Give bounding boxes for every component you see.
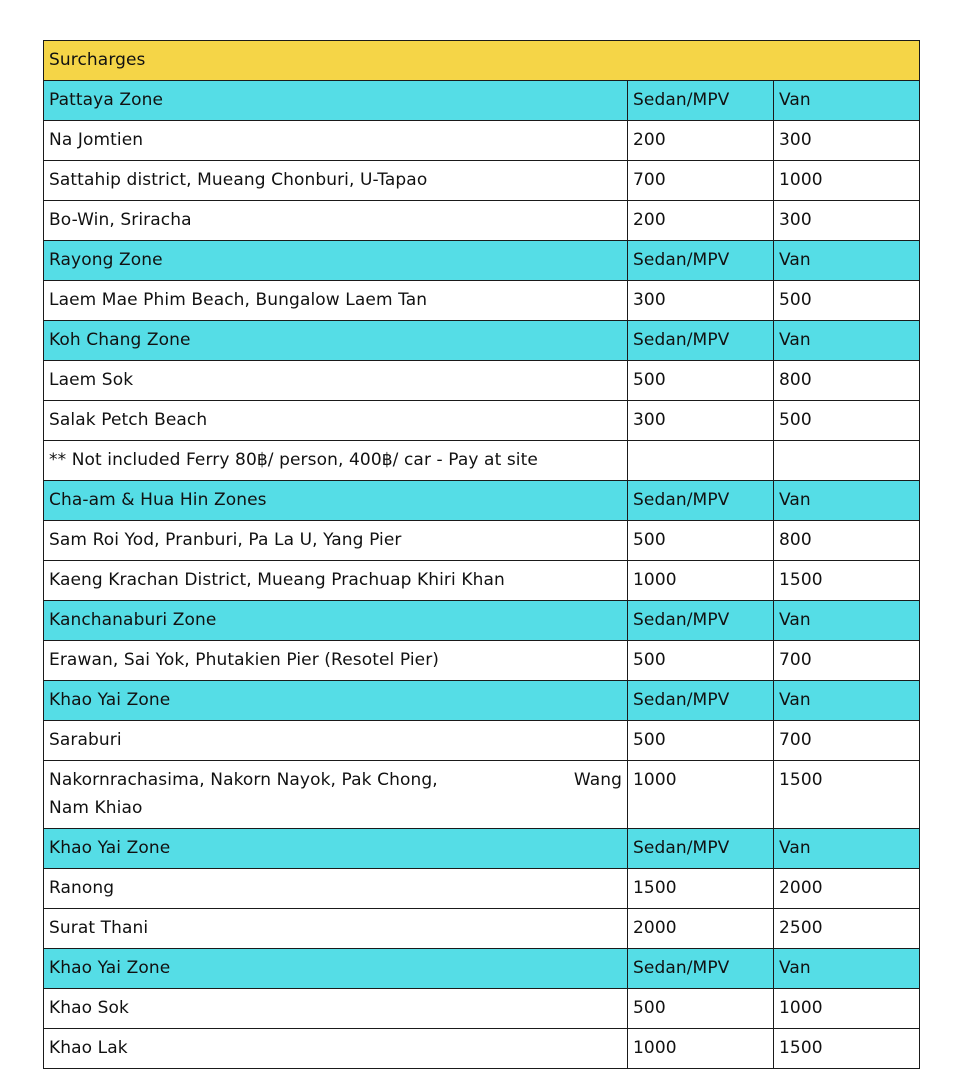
zone-header-row bbox=[44, 81, 920, 121]
place-cell: Ranong bbox=[44, 869, 628, 909]
column-header-van: Van bbox=[774, 81, 920, 121]
table-row bbox=[44, 1029, 920, 1069]
place-cell: Sattahip district, Mueang Chonburi, U-Tapao bbox=[44, 161, 628, 201]
column-header-van: Van bbox=[774, 949, 920, 989]
place-cell: Laem Mae Phim Beach, Bungalow Laem Tan bbox=[44, 281, 628, 321]
column-header-van: Van bbox=[774, 241, 920, 281]
table-row bbox=[44, 201, 920, 241]
place-cell: Surat Thani bbox=[44, 909, 628, 949]
sedan-price-cell: 500 bbox=[628, 989, 774, 1029]
table-row bbox=[44, 121, 920, 161]
column-header-van: Van bbox=[774, 321, 920, 361]
place-line-1 bbox=[49, 766, 622, 794]
column-header-sedan: Sedan/MPV bbox=[628, 601, 774, 641]
surcharges-table bbox=[43, 40, 920, 1069]
table-row bbox=[44, 521, 920, 561]
table-row bbox=[44, 561, 920, 601]
place-cell: Laem Sok bbox=[44, 361, 628, 401]
column-header-sedan: Sedan/MPV bbox=[628, 949, 774, 989]
sedan-price-cell: 700 bbox=[628, 161, 774, 201]
table-title-row bbox=[44, 41, 920, 81]
place-cell: Kaeng Krachan District, Mueang Prachuap Khiri Khan bbox=[44, 561, 628, 601]
zone-name: Cha-am & Hua Hin Zones bbox=[44, 481, 628, 521]
sedan-price-cell: 300 bbox=[628, 401, 774, 441]
column-header-van: Van bbox=[774, 601, 920, 641]
sedan-price-cell bbox=[628, 441, 774, 481]
zone-header-row bbox=[44, 681, 920, 721]
table-row bbox=[44, 401, 920, 441]
van-price-cell: 1500 bbox=[774, 561, 920, 601]
table-row bbox=[44, 721, 920, 761]
place-cell: Bo-Win, Sriracha bbox=[44, 201, 628, 241]
place-cell bbox=[44, 761, 628, 829]
table-row bbox=[44, 869, 920, 909]
place-cell: Khao Sok bbox=[44, 989, 628, 1029]
van-price-cell: 500 bbox=[774, 281, 920, 321]
place-line-2: Nam Khiao bbox=[49, 798, 143, 818]
van-price-cell: 2000 bbox=[774, 869, 920, 909]
sedan-price-cell: 200 bbox=[628, 201, 774, 241]
zone-header-row bbox=[44, 321, 920, 361]
column-header-van: Van bbox=[774, 681, 920, 721]
place-cell: Salak Petch Beach bbox=[44, 401, 628, 441]
zone-name: Khao Yai Zone bbox=[44, 949, 628, 989]
van-price-cell: 500 bbox=[774, 401, 920, 441]
sedan-price-cell: 1500 bbox=[628, 869, 774, 909]
place-cell: Na Jomtien bbox=[44, 121, 628, 161]
zone-name: Koh Chang Zone bbox=[44, 321, 628, 361]
zone-name: Rayong Zone bbox=[44, 241, 628, 281]
zone-header-row bbox=[44, 949, 920, 989]
sedan-price-cell: 500 bbox=[628, 721, 774, 761]
table-row bbox=[44, 361, 920, 401]
van-price-cell bbox=[774, 441, 920, 481]
sedan-price-cell: 2000 bbox=[628, 909, 774, 949]
column-header-van: Van bbox=[774, 481, 920, 521]
place-text-part: Nakornrachasima, Nakorn Nayok, Pak Chong, bbox=[49, 770, 438, 790]
van-price-cell: 1500 bbox=[774, 761, 920, 829]
zone-header-row bbox=[44, 481, 920, 521]
zone-name: Kanchanaburi Zone bbox=[44, 601, 628, 641]
van-price-cell: 1000 bbox=[774, 161, 920, 201]
table-row bbox=[44, 281, 920, 321]
column-header-sedan: Sedan/MPV bbox=[628, 829, 774, 869]
sedan-price-cell: 500 bbox=[628, 361, 774, 401]
zone-name: Khao Yai Zone bbox=[44, 681, 628, 721]
van-price-cell: 2500 bbox=[774, 909, 920, 949]
van-price-cell: 300 bbox=[774, 201, 920, 241]
column-header-sedan: Sedan/MPV bbox=[628, 681, 774, 721]
zone-name: Khao Yai Zone bbox=[44, 829, 628, 869]
sedan-price-cell: 200 bbox=[628, 121, 774, 161]
van-price-cell: 1500 bbox=[774, 1029, 920, 1069]
table-row bbox=[44, 161, 920, 201]
table-row bbox=[44, 761, 920, 829]
table-row bbox=[44, 989, 920, 1029]
column-header-van: Van bbox=[774, 829, 920, 869]
van-price-cell: 300 bbox=[774, 121, 920, 161]
sedan-price-cell: 300 bbox=[628, 281, 774, 321]
table-row bbox=[44, 641, 920, 681]
table-row bbox=[44, 909, 920, 949]
van-price-cell: 1000 bbox=[774, 989, 920, 1029]
sedan-price-cell: 500 bbox=[628, 521, 774, 561]
place-cell: Khao Lak bbox=[44, 1029, 628, 1069]
place-cell: Erawan, Sai Yok, Phutakien Pier (Resotel Pier) bbox=[44, 641, 628, 681]
place-text-part: Wang bbox=[573, 770, 622, 790]
place-cell: Sam Roi Yod, Pranburi, Pa La U, Yang Pier bbox=[44, 521, 628, 561]
column-header-sedan: Sedan/MPV bbox=[628, 81, 774, 121]
table-row bbox=[44, 441, 920, 481]
zone-header-row bbox=[44, 241, 920, 281]
table-title: Surcharges bbox=[44, 41, 920, 81]
column-header-sedan: Sedan/MPV bbox=[628, 241, 774, 281]
zone-header-row bbox=[44, 601, 920, 641]
zone-header-row bbox=[44, 829, 920, 869]
van-price-cell: 700 bbox=[774, 641, 920, 681]
column-header-sedan: Sedan/MPV bbox=[628, 321, 774, 361]
sedan-price-cell: 1000 bbox=[628, 561, 774, 601]
sedan-price-cell: 1000 bbox=[628, 1029, 774, 1069]
ferry-note-cell: ** Not included Ferry 80฿/ person, 400฿/ car - Pay at site bbox=[44, 441, 628, 481]
van-price-cell: 800 bbox=[774, 361, 920, 401]
sedan-price-cell: 500 bbox=[628, 641, 774, 681]
place-cell: Saraburi bbox=[44, 721, 628, 761]
van-price-cell: 800 bbox=[774, 521, 920, 561]
sedan-price-cell: 1000 bbox=[628, 761, 774, 829]
zone-name: Pattaya Zone bbox=[44, 81, 628, 121]
column-header-sedan: Sedan/MPV bbox=[628, 481, 774, 521]
van-price-cell: 700 bbox=[774, 721, 920, 761]
